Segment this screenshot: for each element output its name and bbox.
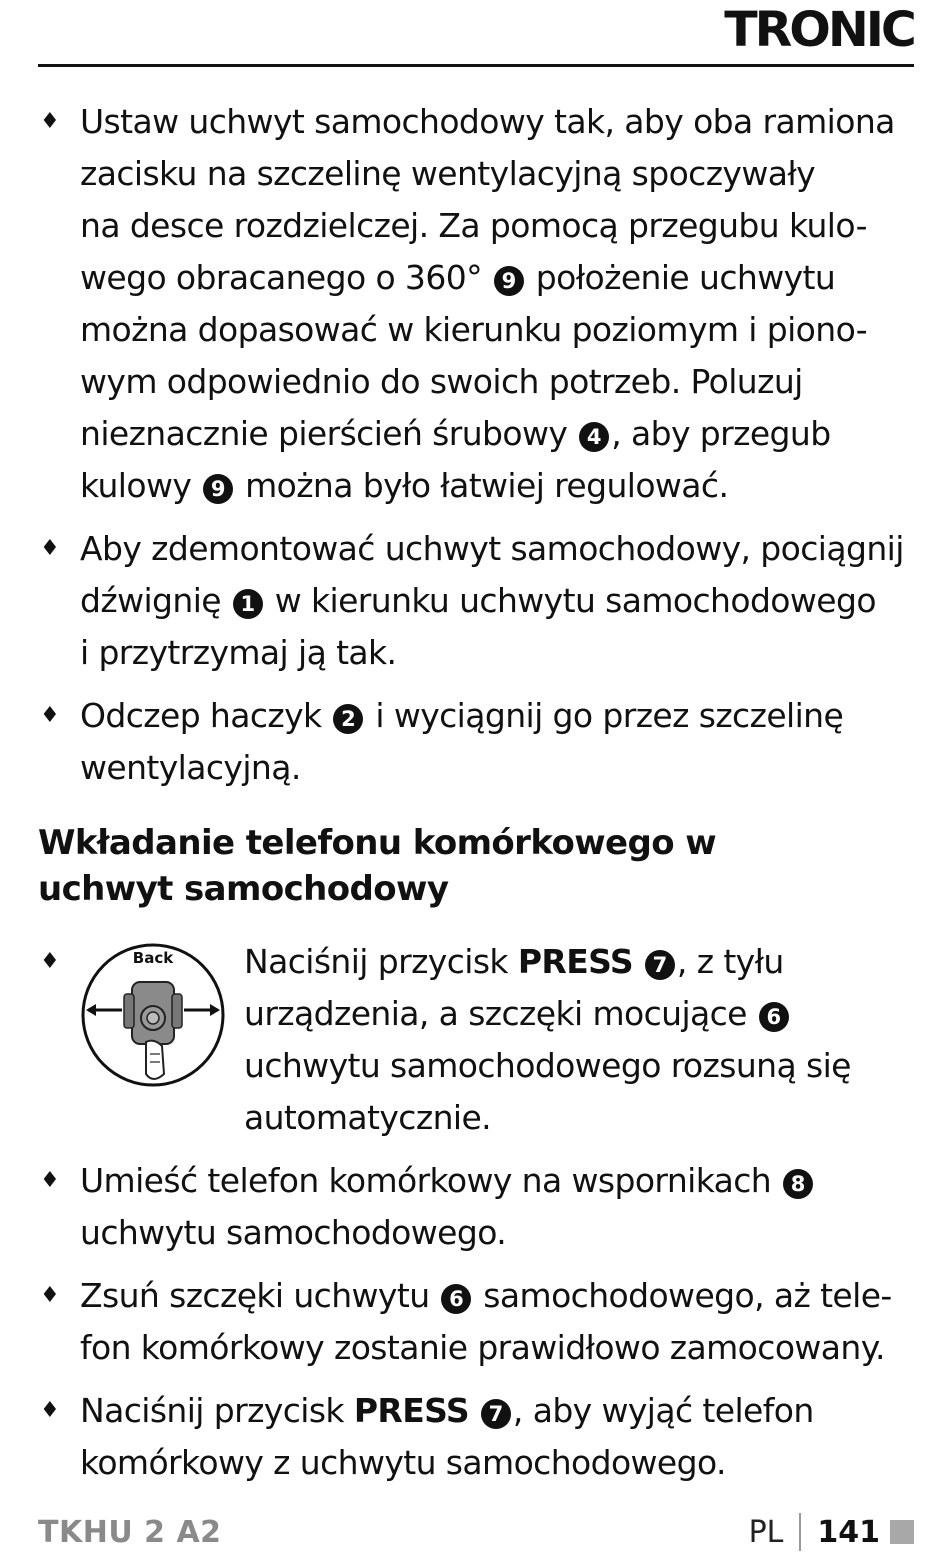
callout-number: 6 [759, 1002, 789, 1032]
callout-number: 9 [203, 474, 233, 504]
list-item [38, 96, 914, 512]
callout-number: 6 [441, 1284, 471, 1314]
list-item [38, 690, 914, 794]
page-number: 141 [817, 1514, 880, 1550]
text-line: Odczep haczyk 2 i wyciągnij go przez szczelinę [80, 696, 844, 735]
text-line: kulowy 9 można było łatwiej regulować. [80, 466, 729, 505]
list-item: ♦ Umieść telefon komórkowy na wspornikach 8 uchwytu samochodowego. [38, 1155, 914, 1259]
language-code: PL [748, 1514, 784, 1550]
text-line: wego obracanego o 360° 9 położenie uchwytu [80, 258, 836, 297]
list-item [38, 523, 914, 679]
list-item: ♦ Naciśnij przycisk PRESS 7 , aby wyjąć telefon komórkowy z uchwytu samochodowego. [38, 1385, 914, 1489]
text-line: można dopasować w kierunku poziomym i piono- [80, 310, 868, 349]
bullet-diamond-icon: ♦ [40, 703, 60, 728]
text-line: zacisku na szczelinę wentylacyjną spoczywały [80, 154, 816, 193]
page-content [38, 96, 914, 1500]
bullet-diamond-icon: ♦ [40, 1168, 60, 1193]
list-item: ♦ Zsuń szczęki uchwytu 6 samochodowego, aż tele- fon komórkowy zostanie prawidłowo zamocowany. [38, 1270, 914, 1374]
bullet-diamond-icon: ♦ [40, 109, 60, 134]
text-line: dźwignię 1 w kierunku uchwytu samochodowego [80, 581, 876, 620]
callout-number: 4 [579, 422, 609, 452]
bullet-diamond-icon: ♦ [40, 1283, 60, 1308]
header-rule [38, 64, 914, 67]
callout-number: 7 [645, 950, 675, 980]
footer-divider [799, 1513, 801, 1551]
callout-number: 2 [333, 704, 363, 734]
page-marker-square-icon [890, 1520, 914, 1544]
callout-number: 7 [481, 1399, 511, 1429]
text-line: na desce rozdzielczej. Za pomocą przegubu kulo- [80, 206, 867, 245]
text-line: wym odpowiednio do swoich potrzeb. Poluzuj [80, 362, 803, 401]
page-footer [38, 1510, 914, 1554]
text-line: wentylacyjną. [80, 748, 301, 787]
callout-number: 9 [494, 266, 524, 296]
text-line: i przytrzymaj ją tak. [80, 633, 397, 672]
list-item-with-figure [38, 936, 914, 1144]
text-line: Ustaw uchwyt samochodowy tak, aby oba ramiona [80, 102, 895, 141]
holder-release-illustration [80, 942, 226, 1088]
figure-back-label: Back [132, 949, 174, 967]
model-number: TKHU 2 A2 [38, 1514, 222, 1550]
section-heading: Wkładanie telefonu komórkowego w uchwyt samochodowy [38, 823, 717, 909]
bullet-diamond-icon: ♦ [40, 1398, 60, 1423]
bullet-diamond-icon: ♦ [40, 949, 60, 974]
text-line: Aby zdemontować uchwyt samochodowy, pociągnij [80, 529, 904, 568]
figure-text: Naciśnij przycisk PRESS 7 , z tyłu urządzenia, a szczęki mocujące 6 uchwytu samochodowego rozsuną się automatycznie. [244, 942, 851, 1137]
page-info [749, 1513, 914, 1551]
callout-number: 8 [783, 1169, 813, 1199]
text-line: nieznacznie pierścień śrubowy 4 , aby przegub [80, 414, 831, 453]
bullet-diamond-icon: ♦ [40, 536, 60, 561]
brand-logo: TRONIC [724, 2, 914, 58]
callout-number: 1 [233, 589, 263, 619]
